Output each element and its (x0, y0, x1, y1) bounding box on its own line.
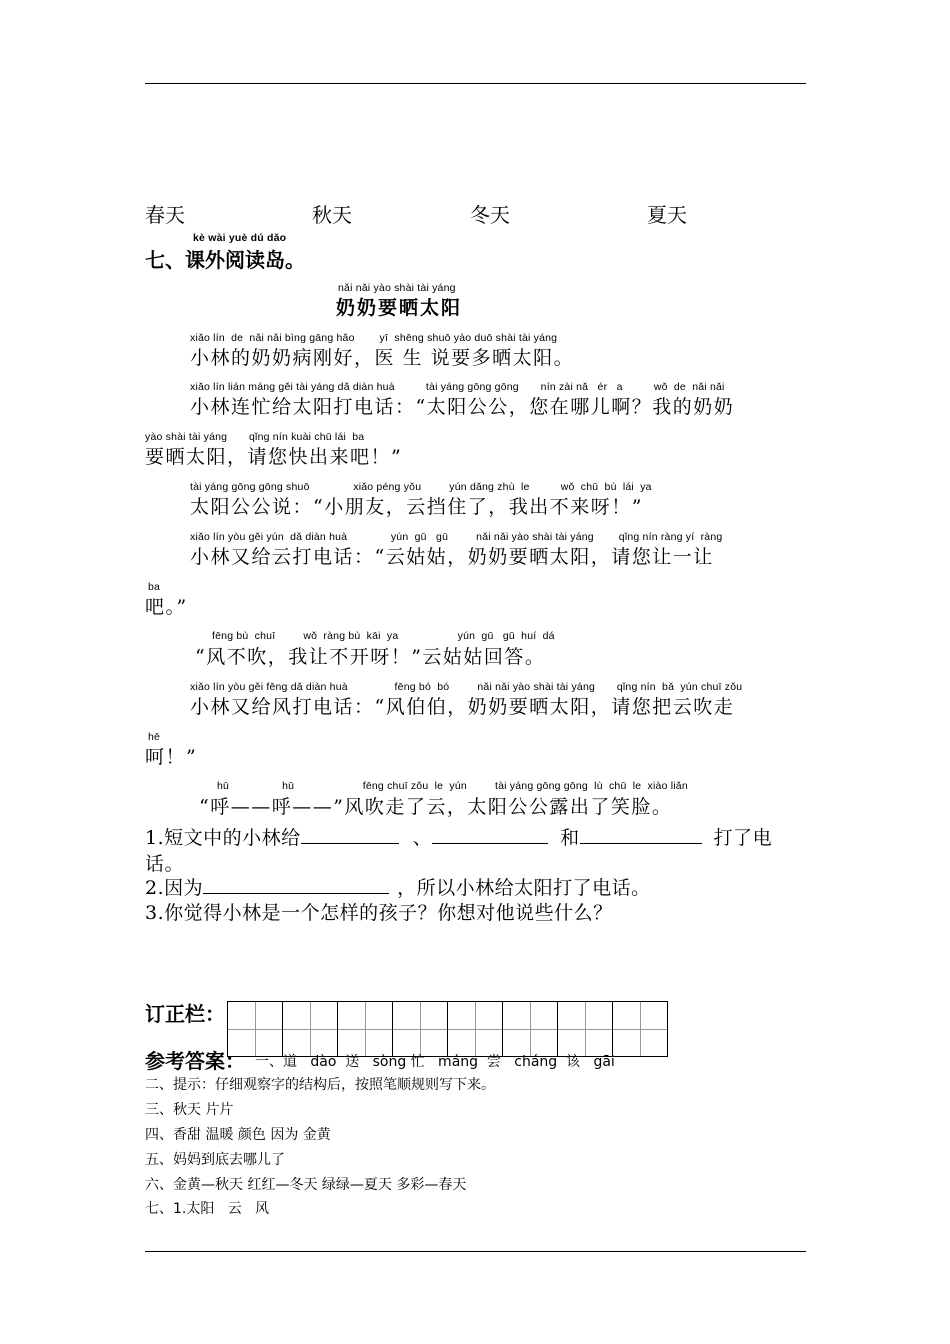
question-3: 3.你觉得小林是一个怎样的孩子？你想对他说些什么？ (145, 902, 613, 924)
story-line: 小林连忙给太阳打电话：“太阳公公，您在哪儿啊？我的奶奶 (190, 396, 735, 418)
answer-line: 二、提示：仔细观察字的结构后，按照笔顺规则写下来。 (145, 1077, 495, 1093)
question-2 (145, 873, 651, 900)
grid-cell[interactable] (557, 1001, 613, 1057)
question-1-text: 1.短文中的小林给 (145, 827, 301, 849)
season-word: 夏天 (647, 203, 687, 227)
story-line: 要晒太阳，请您快出来吧！” (145, 446, 403, 468)
correction-grid[interactable] (227, 1001, 668, 1057)
season-word: 秋天 (312, 203, 352, 227)
correction-label: 订正栏： (145, 1002, 225, 1026)
line-pinyin: xiǎo lín yòu gěi yún dǎ diàn huà yún gū gū nǎi nǎi yào shài tài yáng qǐng nín ràng yí ràng (190, 531, 723, 543)
grid-cell[interactable] (282, 1001, 338, 1057)
story-line: 吧。” (145, 596, 188, 618)
line-pinyin: tài yáng gōng gōng shuō xiǎo péng yǒu yún dǎng zhù le wǒ chū bù lái ya (190, 481, 652, 493)
story-title-pinyin: nǎi nǎi yào shài tài yáng (338, 282, 456, 294)
header-rule (145, 83, 806, 84)
line-pinyin: hē (148, 731, 161, 743)
story-line: “呼——呼——”风吹走了云，太阳公公露出了笑脸。 (199, 796, 673, 818)
story-line: 太阳公公说：“小朋友，云挡住了，我出不来呀！” (190, 496, 643, 518)
line-pinyin: fēng bù chuī wǒ ràng bù kāi ya yún gū gū huí dá (212, 630, 555, 642)
grid-cell[interactable] (612, 1001, 668, 1057)
answer-blank[interactable] (432, 825, 548, 844)
line-pinyin: ba (148, 581, 161, 593)
section-heading-pinyin: kè wài yuè dú dǎo (193, 232, 287, 244)
season-word: 春天 (145, 203, 185, 227)
footer-rule (145, 1251, 806, 1252)
question-2-text: 2.因为 (145, 877, 204, 899)
story-line: 小林的奶奶病刚好，医 生 说要多晒太阳。 (190, 347, 575, 369)
question-2-end: ，所以小林给太阳打了电话。 (397, 877, 651, 899)
answer-blank[interactable] (203, 875, 389, 894)
answer-line: 三、秋天 片片 (145, 1102, 234, 1118)
answer-line: 四、香甜 温暖 颜色 因为 金黄 (145, 1127, 331, 1143)
answer-line: 六、金黄—秋天 红红—冬天 绿绿—夏天 多彩—春天 (145, 1177, 467, 1193)
answer-blank[interactable] (580, 825, 702, 844)
question-1-end: 打了电 (713, 827, 773, 849)
answers-label: 参考答案： (145, 1049, 245, 1073)
story-line: 小林又给云打电话：“云姑姑，奶奶要晒太阳，请您让一让 (190, 546, 714, 568)
question-1-and: 和 (560, 827, 580, 849)
line-pinyin: xiǎo lín yòu gěi fēng dǎ diàn huà fēng bó bó nǎi nǎi yào shài tài yáng qǐng nín bǎ yún chuī zǒu (190, 681, 743, 693)
story-line: 呵！” (145, 746, 198, 768)
line-pinyin: hū hū fēng chuī zǒu le yún tài yáng gōng gōng lù chū le xiào liǎn (217, 780, 688, 792)
question-1 (145, 823, 772, 850)
story-line: 小林又给风打电话：“风伯伯，奶奶要晒太阳，请您把云吹走 (190, 696, 735, 718)
line-pinyin: xiǎo lín de nǎi nǎi bìng gāng hǎo yī shēng shuō yào duō shài tài yáng (190, 332, 558, 344)
grid-cell[interactable] (392, 1001, 448, 1057)
answer-blank[interactable] (301, 825, 399, 844)
grid-cell[interactable] (502, 1001, 558, 1057)
answer-line: 七、1.太阳 云 风 (145, 1201, 270, 1217)
question-1-sep: 、 (412, 827, 433, 849)
story-line: “风不吹，我让不开呀！”云姑姑回答。 (195, 646, 546, 668)
line-pinyin: yào shài tài yáng qǐng nín kuài chū lái ba (145, 431, 365, 443)
story-title: 奶奶要晒太阳 (336, 297, 463, 319)
section-heading: 七、课外阅读岛。 (145, 248, 305, 272)
line-pinyin: xiǎo lín lián máng gěi tài yáng dǎ diàn huà tài yáng gōng gōng nín zài nǎ ér a wǒ de nǎi nǎi (190, 381, 725, 393)
grid-cell[interactable] (447, 1001, 503, 1057)
answer-line: 五、妈妈到底去哪儿了 (145, 1152, 285, 1168)
answer-line-1: 一、道 dào 送 sòng 忙 máng 尝 cháng 该 gāi (255, 1054, 615, 1070)
season-word: 冬天 (470, 203, 510, 227)
grid-cell[interactable] (337, 1001, 393, 1057)
question-1-cont: 话。 (145, 853, 185, 875)
